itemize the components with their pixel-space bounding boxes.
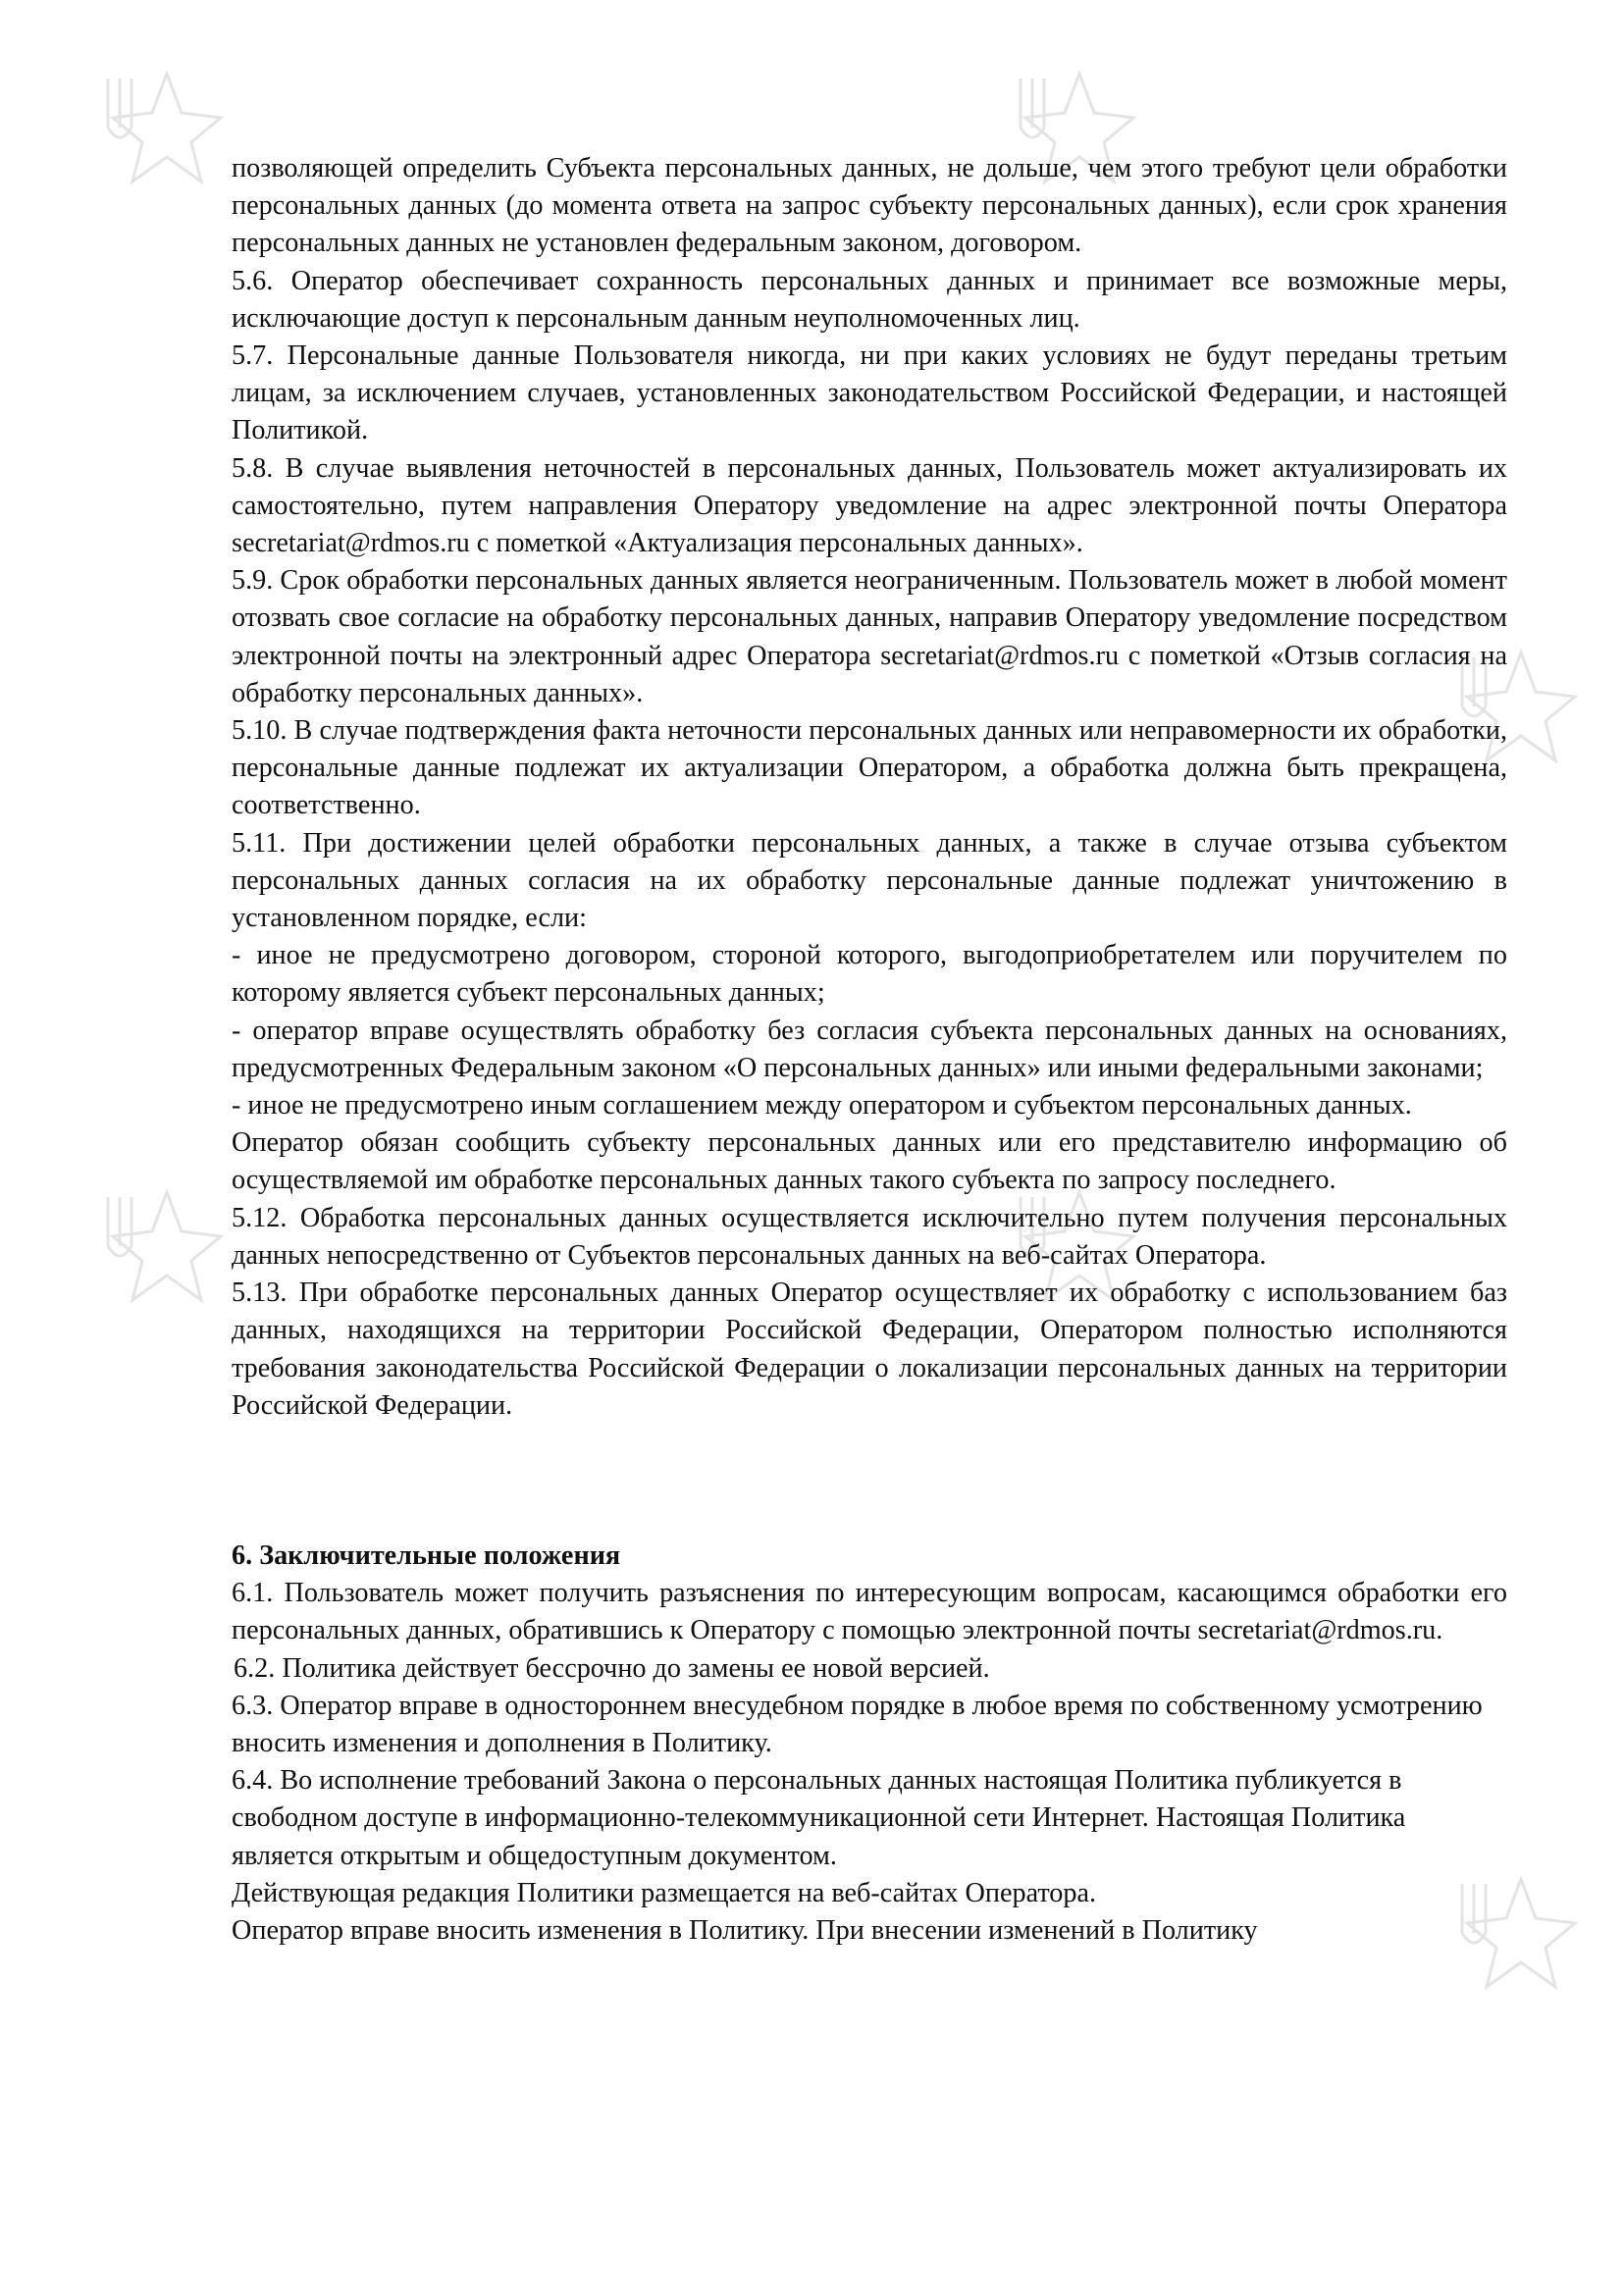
paragraph-5-10: 5.10. В случае подтверждения факта неточности персональных данных или неправомерности их обработки, персональные данные подлежат их актуализации Оператором, а обработка должна быть прекращена, соответственно. xyxy=(232,715,1507,821)
paragraph-continuation: позволяющей определить Субъекта персональных данных, не дольше, чем этого требуют цели обработки персональных данных (до момента ответа на запрос субъекту персональных данных), если срок хранения персональных данных не установлен федеральным законом, договором. xyxy=(232,153,1507,259)
paragraph-6-1: 6.1. Пользователь может получить разъяснения по интересующим вопросам, касающимся обработки его персональных данных, обратившись к Оператору с помощью электронной почты secretariat@rdmos.ru. xyxy=(232,1578,1507,1646)
list-item-agreement: - иное не предусмотрено иным соглашением между оператором и субъектом персональных данных. xyxy=(232,1090,1412,1121)
paragraph-operator-obligation: Оператор обязан сообщить субъекту персональных данных или его представителю информацию об осуществляемой им обработке персональных данных такого субъекта по запросу последнего. xyxy=(232,1127,1507,1196)
paragraph-5-6: 5.6. Оператор обеспечивает сохранность персональных данных и принимает все возможные меры, исключающие доступ к персональным данным неуполномоченных лиц. xyxy=(232,265,1507,334)
paragraph-changes: Оператор вправе вносить изменения в Политику. При внесении изменений в Политику xyxy=(232,1914,1258,1946)
paragraph-5-7: 5.7. Персональные данные Пользователя никогда, ни при каких условиях не будут переданы третьим лицам, за исключением случаев, установленных законодательством Российской Федерации, и настоящей Политикой. xyxy=(232,340,1507,446)
paragraph-5-9: 5.9. Срок обработки персональных данных является неограниченным. Пользователь может в любой момент отозвать свое согласие на обработку персональных данных, направив Оператору уведомление посредством электронной почты на электронный адрес Оператора secretariat@rdmos.ru с пометкой «Отзыв согласия на обработку персональных данных». xyxy=(232,565,1507,708)
list-item-federal-law: - оператор вправе осуществлять обработку без согласия субъекта персональных данных на основаниях, предусмотренных Федеральным законом «О персональных данных» или иными федеральными законами; xyxy=(232,1015,1507,1083)
paragraph-5-11: 5.11. При достижении целей обработки персональных данных, а также в случае отзыва субъектом персональных данных согласия на их обработку персональные данные подлежат уничтожению в установленном порядке, если: xyxy=(232,827,1507,934)
paragraph-5-12: 5.12. Обработка персональных данных осуществляется исключительно путем получения персональных данных непосредственно от Субъектов персональных данных на веб-сайтах Оператора. xyxy=(232,1202,1507,1271)
section-spacer xyxy=(232,1425,1507,1538)
document-page xyxy=(232,150,1507,1950)
paragraph-6-3: 6.3. Оператор вправе в одностороннем внесудебном порядке в любое время по собственному усмотрению вносить изменения и дополнения в Политику. xyxy=(232,1690,1483,1758)
paragraph-6-4: 6.4. Во исполнение требований Закона о персональных данных настоящая Политика публикуется в свободном доступе в информационно-телекоммуникационной сети Интернет. Настоящая Политика является открытым и общедоступным документом. xyxy=(232,1765,1406,1871)
section-6-heading: 6. Заключительные положения xyxy=(232,1539,621,1571)
paragraph-current-edition: Действующая редакция Политики размещается на веб-сайтах Оператора. xyxy=(232,1877,1097,1908)
list-item-contract: - иное не предусмотрено договором, стороной которого, выгодоприобретателем или поручителем по которому является субъект персональных данных; xyxy=(232,940,1507,1009)
paragraph-5-8: 5.8. В случае выявления неточностей в персональных данных, Пользователь может актуализировать их самостоятельно, путем направления Оператору уведомление на адрес электронной почты Оператора secretariat@rdmos.ru с пометкой «Актуализация персональных данных». xyxy=(232,452,1507,559)
paragraph-6-2: 6.2. Политика действует бессрочно до замены ее новой версией. xyxy=(234,1652,990,1684)
paragraph-5-13: 5.13. При обработке персональных данных Оператор осуществляет их обработку с использованием баз данных, находящихся на территории Российской Федерации, Оператором полностью исполняются требования законодательства Российской Федерации о локализации персональных данных на территории Российской Федерации. xyxy=(232,1278,1507,1421)
